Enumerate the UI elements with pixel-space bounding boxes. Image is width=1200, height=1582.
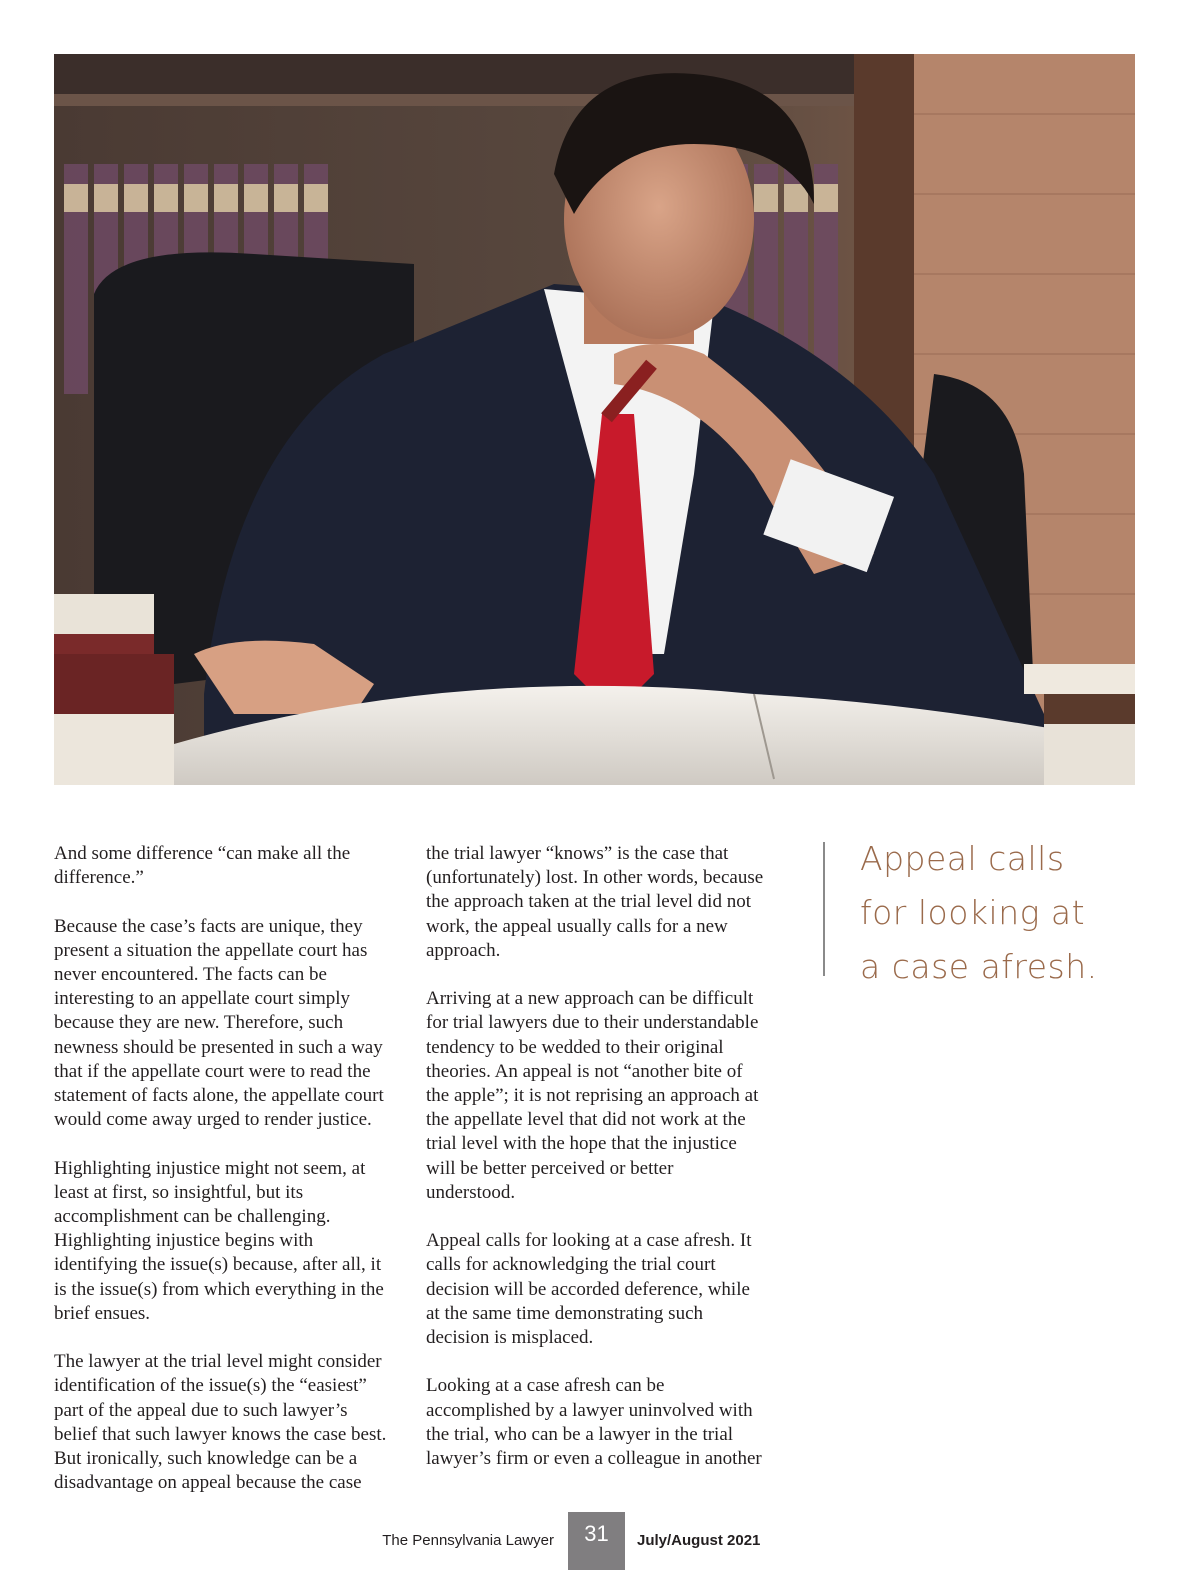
- lawyer-reading-photo-icon: [54, 54, 1135, 785]
- page-footer: [0, 1512, 1200, 1570]
- paragraph: Looking at a case afresh can be accomplished by a lawyer uninvolved with the trial, who can be a lawyer in the trial lawyer’s firm or even a colleague in another: [426, 1375, 762, 1470]
- pullquote-line: a case afresh.: [860, 947, 1098, 986]
- issue-date: July/August 2021: [637, 1532, 761, 1549]
- pullquote-line: Appeal calls: [860, 839, 1065, 878]
- paragraph: the trial lawyer “knows” is the case that (unfortunately) lost. In other words, because the approach taken at the trial level did not work, the appeal usually calls for a new approach.: [426, 843, 764, 961]
- paragraph: And some difference “can make all the difference.”: [54, 843, 351, 889]
- pullquote: [860, 832, 1160, 994]
- article-column-1: [54, 842, 394, 1520]
- pullquote-rule: [823, 842, 825, 976]
- paragraph: Highlighting injustice might not seem, at least at first, so insightful, but its accomplishment can be challenging. Highlighting injustice begins with identifying the issue(s) because, after all, it is the issue(s) from which everything in the brief ensues.: [54, 1157, 384, 1324]
- pullquote-line: for looking at: [860, 893, 1086, 932]
- paragraph: Because the case’s facts are unique, they present a situation the appellate court has never encountered. The facts can be interesting to an appellate court simply because they are new. Therefore, such newness should be presented in such a way that if the appellate court were to read the statement of facts alone, the appellate court would come away urged to render justice.: [54, 915, 384, 1131]
- page-number: 31: [568, 1512, 625, 1570]
- publication-name: The Pennsylvania Lawyer: [382, 1532, 554, 1549]
- article-photo: [54, 54, 1135, 785]
- paragraph: The lawyer at the trial level might consider identification of the issue(s) the “easiest” part of the appeal due to such lawyer’s belief that such lawyer knows the case best. But ironically, such knowledge can be a disadvantage on appeal because the case: [54, 1351, 387, 1494]
- paragraph: Appeal calls for looking at a case afresh. It calls for acknowledging the trial court decision will be accorded deference, while at the same time demonstrating such decision is misplaced.: [426, 1230, 752, 1349]
- article-column-2: [426, 842, 766, 1495]
- paragraph: Arriving at a new approach can be difficult for trial lawyers due to their understandable tendency to be wedded to their original theories. An appeal is not “another bite of the apple”; it is not reprising an approach at the appellate level that did not work at the trial level with the hope that the injustice will be better perceived or better understood.: [426, 988, 759, 1203]
